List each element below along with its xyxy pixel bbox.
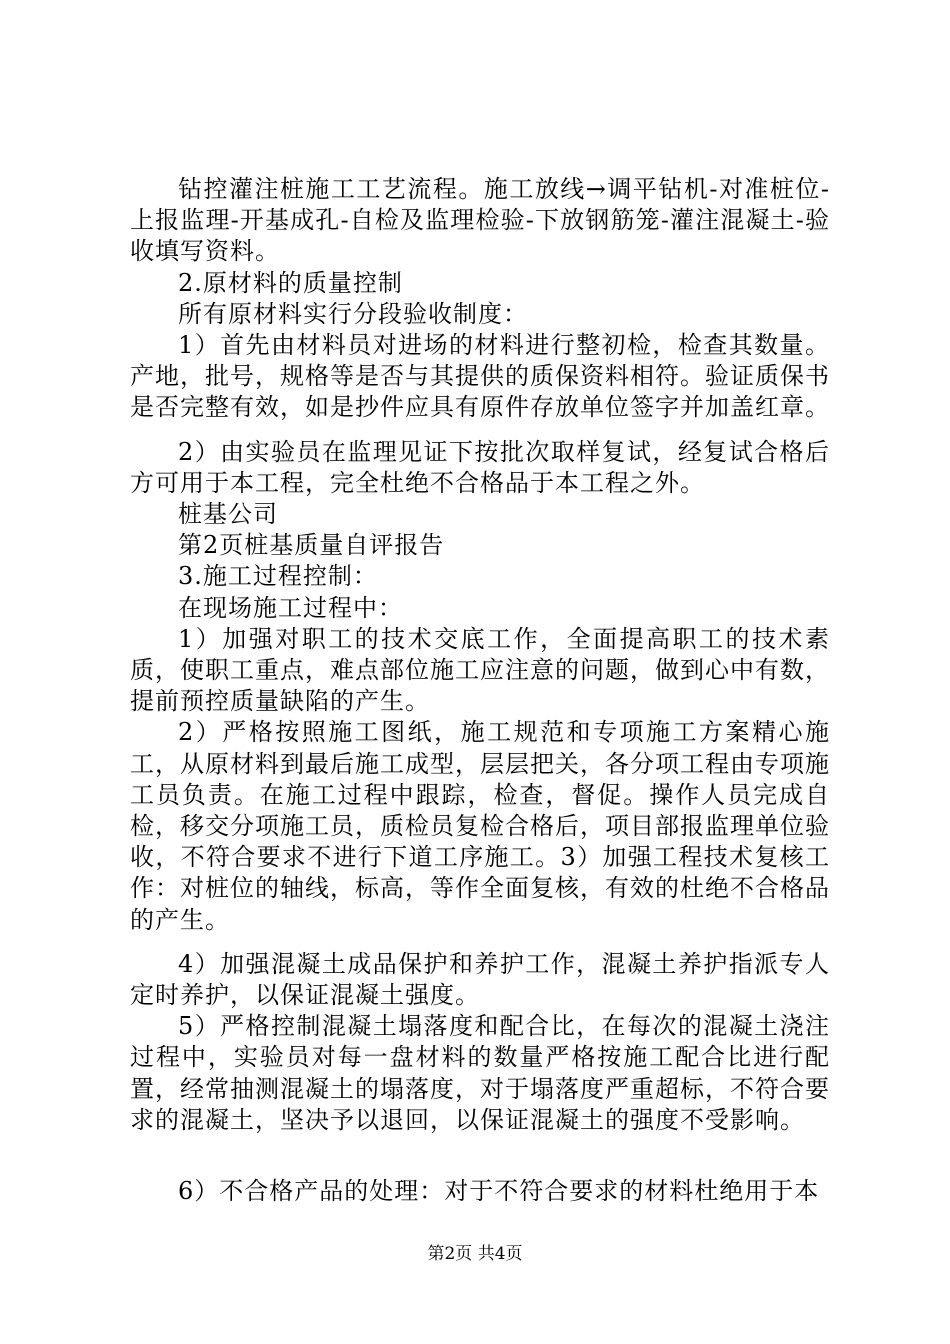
page-footer: 第2页 共4页	[427, 1244, 523, 1264]
paragraph-control-1: 1）加强对职工的技术交底工作，全面提高职工的技术素质，使职工重点，难点部位施工应注意的问题，做到心中有数，提前预控质量缺陷的产生。	[130, 624, 830, 716]
paragraph-control-4: 4）加强混凝土成品保护和养护工作，混凝土养护指派专人定时养护，以保证混凝土强度。	[130, 949, 830, 1010]
document-body	[130, 174, 830, 1207]
paragraph-control-5: 5）严格控制混凝土塌落度和配合比，在每次的混凝土浇注过程中，实验员对每一盘材料的数量严格按施工配合比进行配置，经常抽测混凝土的塌落度，对于塌落度严重超标，不符合要求的混凝土，坚决予以退回，以保证混凝土的强度不受影响。	[130, 1012, 830, 1134]
paragraph-control-6: 6）不合格产品的处理：对于不符合要求的材料杜绝用于本	[178, 1177, 820, 1206]
paragraph-control-2: 2）严格按照施工图纸，施工规范和专项施工方案精心施工，从原材料到最后施工成型，层层把关，各分项工程由专项施工员负责。在施工过程中跟踪，检查，督促。操作人员完成自检，移交分项施工员，质检员复检合格后，项目部报监理单位验收，不符合要求不进行下道工序施工。3）加强工程技术复核工作：对桩位的轴线，标高，等作全面复核，有效的杜绝不合格品的产生。	[130, 718, 830, 934]
paragraph-company-name: 桩基公司	[178, 500, 278, 529]
paragraph-item-2-retest: 2）由实验员在监理见证下按批次取样复试，经复试合格后方可用于本工程，完全杜绝不合格品于本工程之外。	[130, 437, 830, 497]
paragraph-process-flow: 钻控灌注桩施工工艺流程。施工放线→调平钻机-对准桩位-上报监理-开基成孔-自检及监理检验-下放钢筋笼-灌注混凝土-验收填写资料。	[130, 175, 830, 266]
paragraph-report-title: 第2页桩基质量自评报告	[178, 531, 445, 560]
paragraph-item-1-inspection: 1）首先由材料员对进场的材料进行整初检，检查其数量。产地，批号，规格等是否与其提供的质保资料相符。验证质保书是否完整有效，如是抄件应具有原件存放单位签字并加盖红章。	[130, 331, 830, 422]
paragraph-onsite-intro: 在现场施工过程中：	[178, 593, 403, 622]
heading-process-control: 3.施工过程控制：	[178, 562, 378, 591]
heading-material-quality: 2.原材料的质量控制	[178, 268, 403, 297]
paragraph-acceptance-system: 所有原材料实行分段验收制度：	[178, 299, 528, 328]
